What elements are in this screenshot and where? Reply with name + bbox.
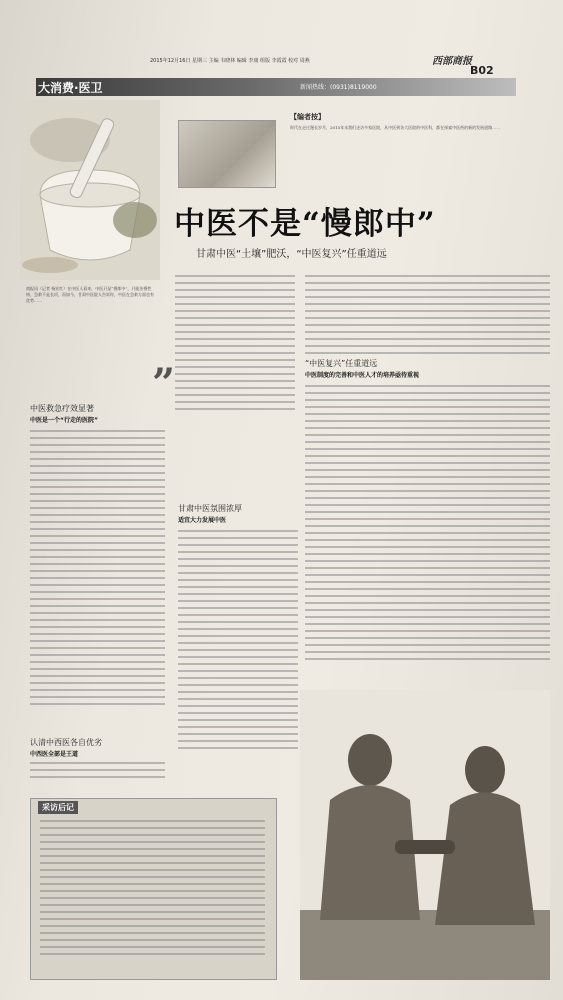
- postscript-text: [40, 820, 265, 960]
- section-subtitle-3: 适宜大力发展中医: [178, 517, 227, 524]
- postscript-title: 采访后记: [38, 801, 78, 814]
- body-column-1: [30, 430, 165, 710]
- section-title-1: 中医救急疗效显著: [30, 404, 94, 413]
- section-title-3: 甘肃中医氛围浓厚: [178, 504, 242, 513]
- lead-caption: 商报讯（记者 杨宏红）在中医人看来，中医只是“慢郎中”，只能治慢性病，急救不是长项，而如今，甘肃中医院人告诉你，中医在急救方面也有优势……: [26, 286, 154, 303]
- news-hotline: 新闻热线：(0931)8119000: [300, 84, 377, 91]
- quote-mark-icon: ”: [152, 360, 176, 407]
- body-column-3b: [305, 385, 550, 665]
- editor-note-label: 【编者按】: [290, 113, 325, 121]
- section-subtitle-4: 中医制度的完善和中医人才的培养亟待重视: [305, 372, 420, 379]
- section-title-4: “中医复兴”任重道远: [305, 359, 378, 368]
- section-title-2: 认清中西医各自优劣: [30, 738, 102, 747]
- subheadline: 甘肃中医“土壤”肥沃，“中医复兴”任重道远: [196, 249, 387, 260]
- body-column-3: [305, 275, 550, 359]
- section-subtitle-2: 中西医全部是王道: [30, 751, 79, 758]
- editor-note-text: 时代在走过漫长岁月，2015年末我们走访多家医院，从中医到各大医院的中医科，都在探索中医药的新的发展道路……: [290, 125, 501, 130]
- masthead: 西部商报: [432, 56, 472, 67]
- section-bar: [36, 78, 516, 96]
- body-column-2: [175, 275, 295, 415]
- section-subtitle-1: 中医是一个“行走的医院”: [30, 417, 98, 424]
- headline: 中医不是“慢郎中”: [174, 206, 436, 242]
- dateline: 2015年12月16日 星期三 主编 韦晓林 编辑 李康 组版 李霞霞 校对 周燕: [150, 58, 310, 64]
- section-title: 大消费·医卫: [38, 81, 103, 95]
- body-column-1b: [30, 762, 165, 783]
- page-number: B02: [470, 64, 494, 77]
- mortar-pestle-image: [20, 100, 160, 280]
- statue-photo: [300, 690, 550, 980]
- body-column-2b: [178, 530, 298, 754]
- clinic-photo: [178, 120, 276, 188]
